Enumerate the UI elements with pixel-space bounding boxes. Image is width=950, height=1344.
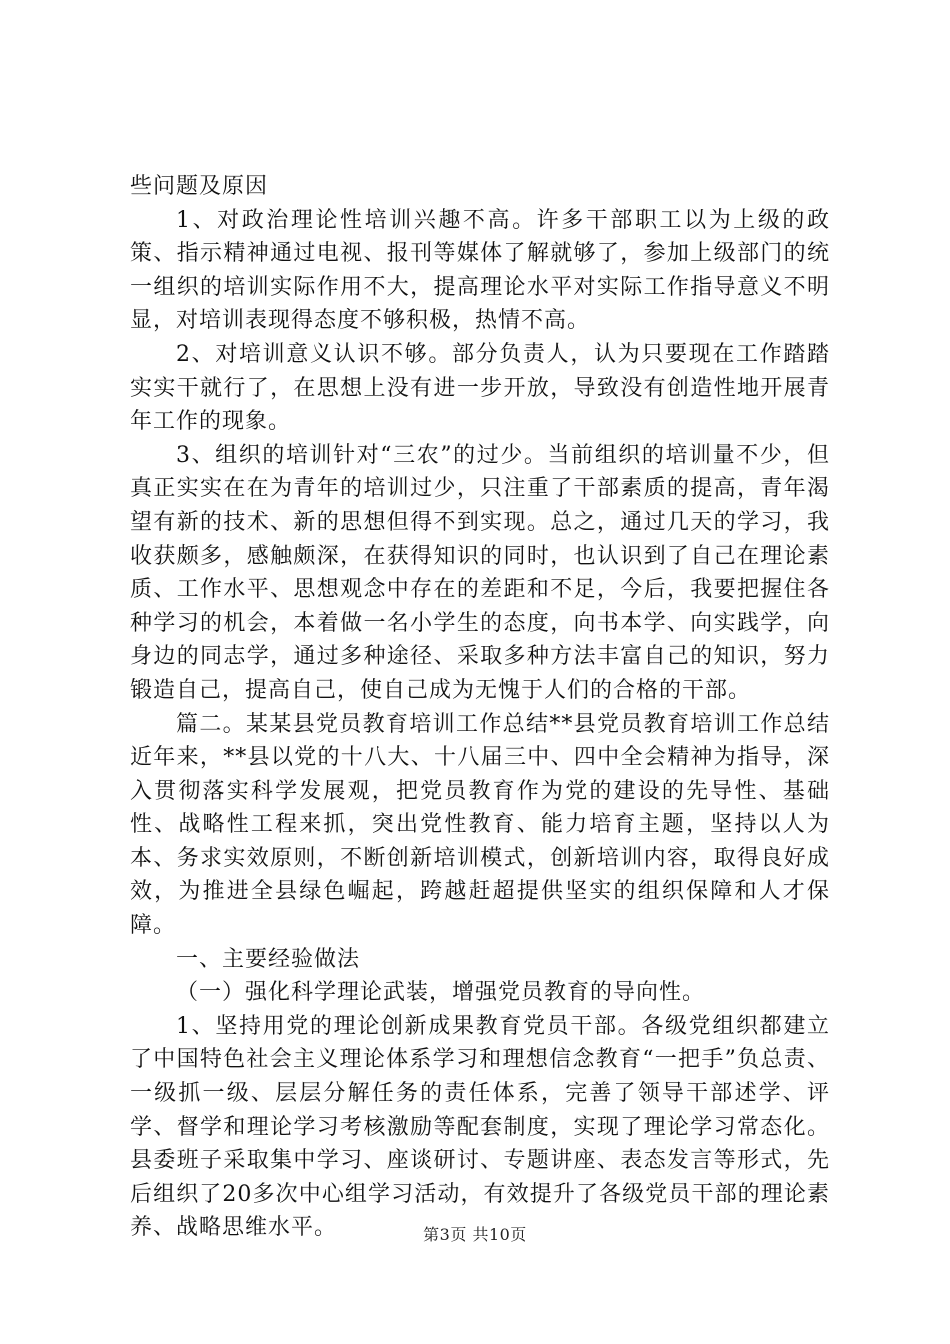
paragraph-theory-education: 1、坚持用党的理论创新成果教育党员干部。各级党组织都建立了中国特色社会主义理论体系学习和理想信念教育“一把手”负总责、一级抓一级、层层分解任务的责任体系，完善了领导干部述学、评学、督学和理论学习考核激励等配套制度，实现了理论学习常态化。县委班子采取集中学习、座谈研讨、专题讲座、表态发言等形式，先后组织了20多次中心组学习活动，有效提升了各级党员干部的理论素养、战略思维水平。 [130,1013,830,1241]
page-number-footer: 第3页 共10页 [423,1225,527,1244]
paragraph-issue-3: 3、组织的培训针对“三农”的过少。当前组织的培训量不少，但真正实实在在为青年的培训过少，只注重了干部素质的提高，青年渴望有新的技术、新的思想但得不到实现。总之，通过几天的学习，我收获颇多，感触颇深，在获得知识的同时，也认识到了自己在理论素质、工作水平、思想观念中存在的差距和不足，今后，我要把握住各种学习的机会，本着做一名小学生的态度，向书本学、向实践学，向身边的同志学，通过多种途径、采取多种方法丰富自己的知识，努力锻造自己，提高自己，使自己成为无愧于人们的合格的干部。 [130,442,830,703]
paragraph-continuation: 些问题及原因 [130,174,269,199]
paragraph-issue-2: 2、对培训意义认识不够。部分负责人，认为只要现在工作踏踏实实干就行了，在思想上没有进一步开放，导致没有创造性地开展青年工作的现象。 [130,341,830,435]
document-body [130,170,830,1245]
paragraph-part-two-intro: 篇二。某某县党员教育培训工作总结**县党员教育培训工作总结近年来，**县以党的十八大、十八届三中、四中全会精神为指导，深入贯彻落实科学发展观，把党员教育作为党的建设的先导性、基础性、战略性工程来抓，突出党性教育、能力培育主题，坚持以人为本、务求实效原则，不断创新培训模式，创新培训内容，取得良好成效，为推进全县绿色崛起，跨越赶超提供坚实的组织保障和人才保障。 [130,711,830,939]
section-heading-main-experience: 一、主要经验做法 [176,946,361,972]
subsection-heading-theory: （一）强化科学理论武装，增强党员教育的导向性。 [176,980,706,1006]
paragraph-issue-1: 1、对政治理论性培训兴趣不高。许多干部职工以为上级的政策、指示精神通过电视、报刊等媒体了解就够了，参加上级部门的统一组织的培训实际作用不大，提高理论水平对实际工作指导意义不明显，对培训表现得态度不够积极，热情不高。 [130,207,830,334]
